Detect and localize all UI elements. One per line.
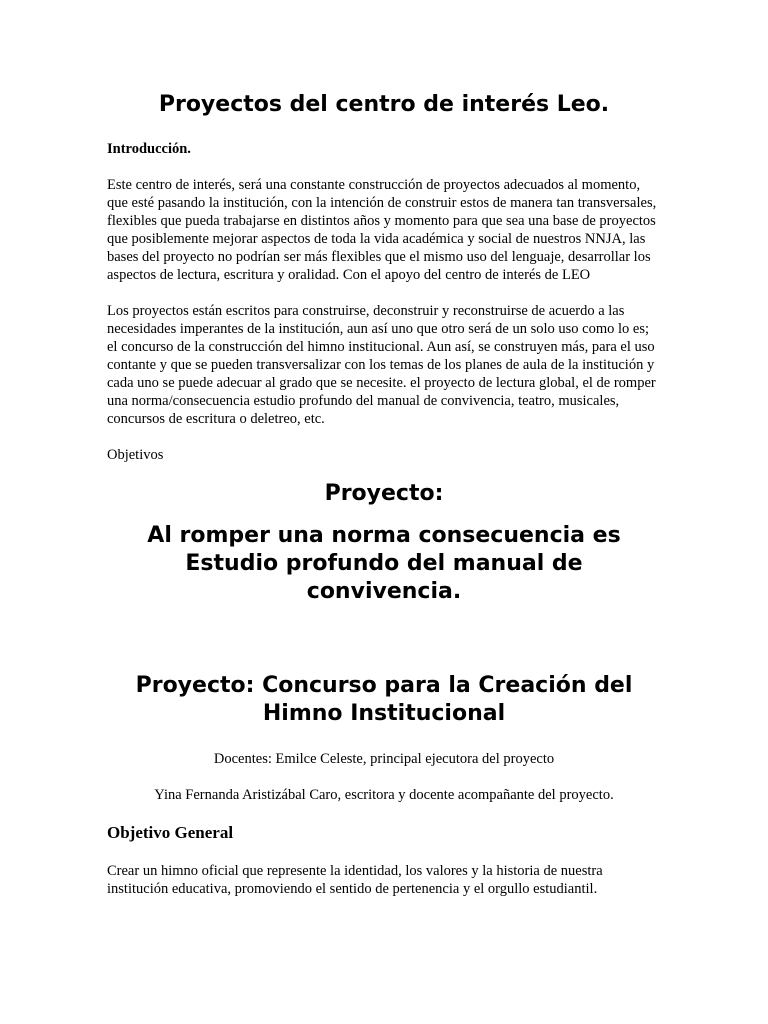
writer-line: Yina Fernanda Aristizábal Caro, escritora y docente acompañante del proyecto. — [154, 787, 614, 803]
objective-general-text: Crear un himno oficial que represente la identidad, los valores y la historia de nuestra institución educativa, promoviendo el sentido de pertenencia y el orgullo estudiantil. — [107, 863, 603, 897]
introduction-heading: Introducción. — [107, 141, 191, 157]
project-1-label: Proyecto: — [324, 481, 444, 506]
objetivos-label: Objetivos — [107, 447, 164, 463]
document-title: Proyectos del centro de interés Leo. — [158, 92, 610, 117]
docentes-line: Docentes: Emilce Celeste, principal ejecutora del proyecto — [213, 751, 555, 767]
project-2-title: Proyecto: Concurso para la Creación del Himno Institucional — [135, 673, 633, 726]
intro-paragraph-2: Los proyectos están escritos para construirse, deconstruir y reconstruirse de acuerdo a las necesidades imperantes de la institución, aun así uno que otro será de un solo uso como lo es; el concurso de la construcción del himno institucional. Aun así, se construyen más, para el uso contante y que se pueden transversalizar con los temas de los planes de aula de la institución y cada uno se puede adecuar al grado que se necesite. el proyecto de lectura global, el de romper una norma/consecuencia estudio profundo del manual de convivencia, teatro, musicales, concursos de escritura o deletreo, etc. — [107, 303, 656, 427]
intro-paragraph-1: Este centro de interés, será una constante construcción de proyectos adecuados al momento, que esté pasando la institución, con la intención de construir estos de manera tan transversales, flexibles que pueda trabajarse en distintos años y momento para que sea una base de proyectos que posiblemente mejorar aspectos de toda la vida académica y social de nuestros NNJA, las bases del proyecto no podrían ser más flexibles que el mismo uso del lenguaje, desarrollar los aspectos de lectura, escritura y oralidad. Con el apoyo del centro de interés de LEO — [107, 177, 657, 283]
project-1-title: Al romper una norma consecuencia es Estudio profundo del manual de convivencia. — [147, 523, 621, 604]
objective-general-heading: Objetivo General — [107, 823, 234, 842]
